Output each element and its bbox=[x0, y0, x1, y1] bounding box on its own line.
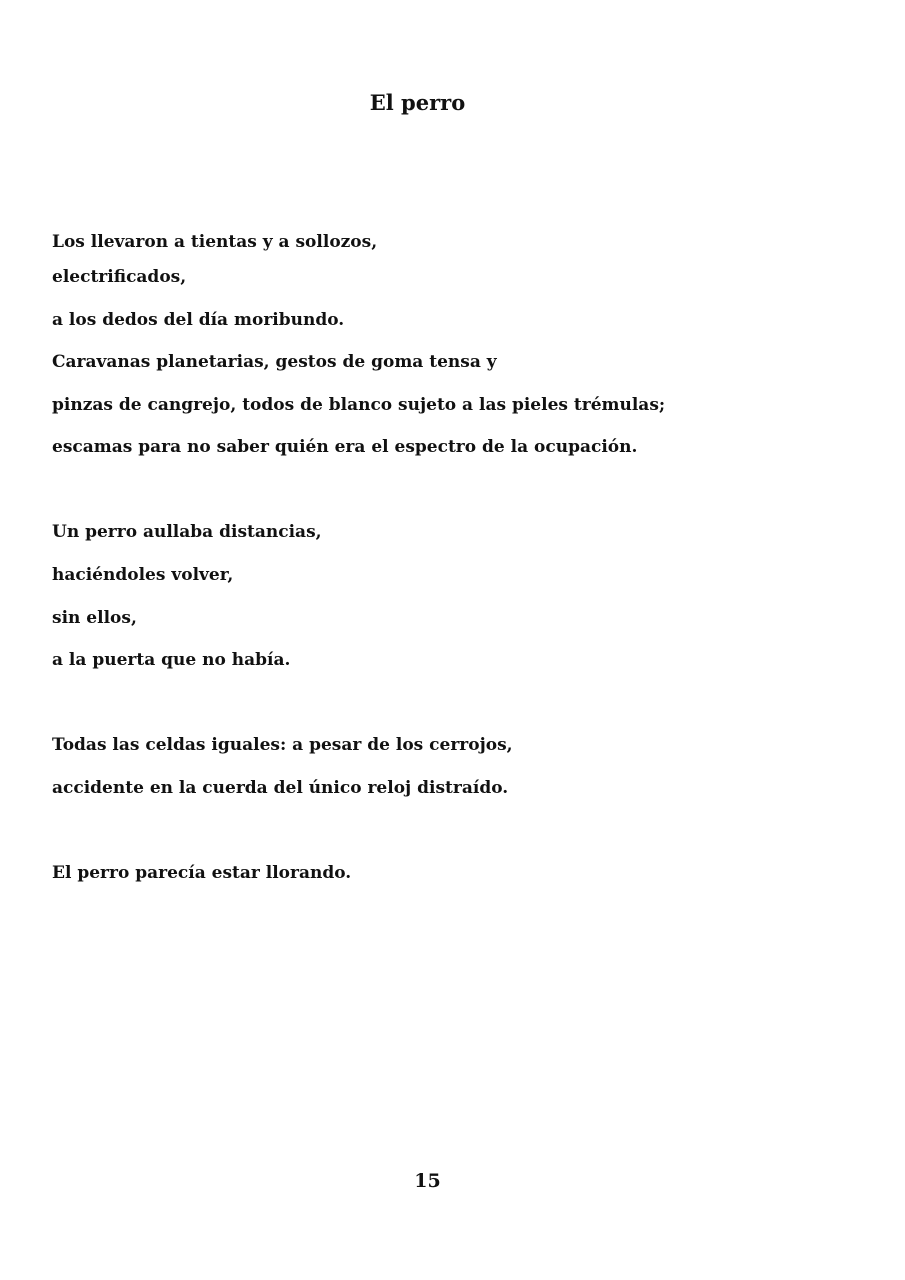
poem-line: electrificados, bbox=[52, 267, 187, 287]
poem-line: a los dedos del día moribundo. bbox=[52, 310, 345, 330]
poem-line: Los llevaron a tientas y a sollozos, bbox=[52, 232, 378, 252]
poem-line: haciéndoles volver, bbox=[52, 565, 234, 585]
poem-line: sin ellos, bbox=[52, 608, 137, 628]
page-title: El perro bbox=[369, 90, 466, 115]
poem-line: Un perro aullaba distancias, bbox=[52, 522, 322, 542]
poem-line: escamas para no saber quién era el espectro de la ocupación. bbox=[52, 437, 638, 457]
poem-line: Todas las celdas iguales: a pesar de los cerrojos, bbox=[52, 735, 513, 755]
poem-line: a la puerta que no había. bbox=[52, 650, 291, 670]
poem-line: pinzas de cangrejo, todos de blanco sujeto a las pieles trémulas; bbox=[52, 395, 666, 415]
page-number: 15 bbox=[414, 1170, 441, 1192]
poem-line: Caravanas planetarias, gestos de goma tensa y bbox=[52, 352, 497, 372]
poem-line: accidente en la cuerda del único reloj distraído. bbox=[52, 778, 509, 798]
poem-line: El perro parecía estar llorando. bbox=[52, 863, 352, 883]
